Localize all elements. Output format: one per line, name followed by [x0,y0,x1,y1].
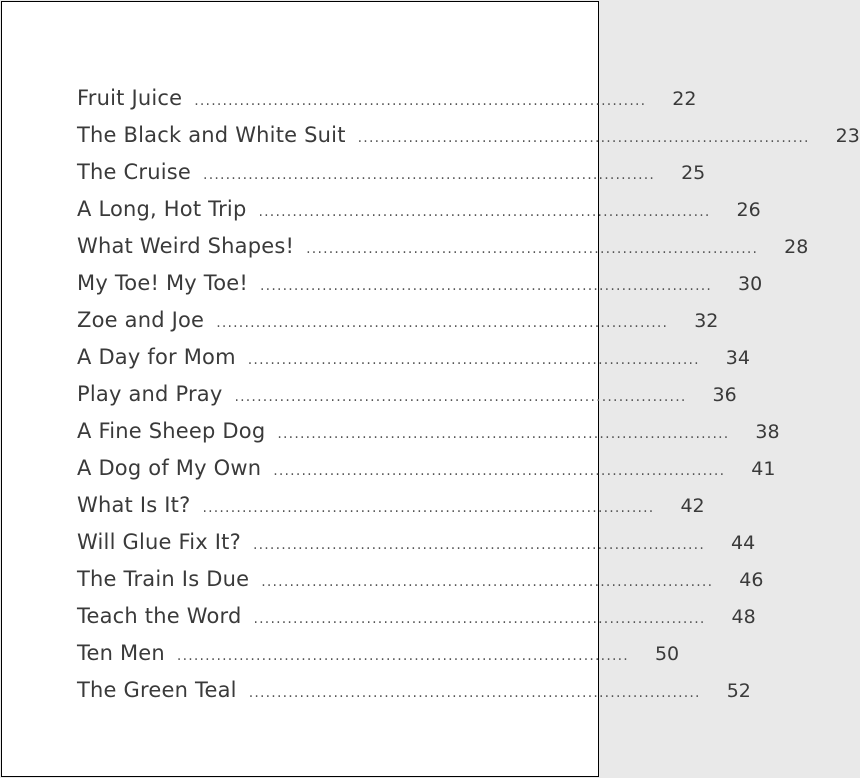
toc-entry [77,343,750,380]
dot-leader: ................................................................................ [216,315,669,331]
toc-entry [77,306,719,343]
toc-entry-title: What Weird Shapes! [77,234,295,258]
toc-entry-title: The Black and White Suit [77,123,346,147]
toc-entry-page-number: 30 [738,273,763,295]
toc-entry-title: The Cruise [77,160,192,184]
dot-leader: ................................................................................ [247,352,700,368]
toc-entry-title: Ten Men [77,641,165,665]
toc-entry-page-number: 38 [755,421,780,443]
toc-entry [77,528,756,565]
toc-entry [77,417,780,454]
toc-entry-title: The Green Teal [77,678,237,702]
toc-entry-page-number: 41 [751,458,776,480]
dot-leader: ................................................................................ [260,278,713,294]
dot-leader: ................................................................................ [306,241,759,257]
toc-entry-title: Zoe and Joe [77,308,205,332]
toc-entry-page-number: 23 [835,125,860,147]
dot-leader: ................................................................................ [248,685,701,701]
toc-entry-page-number: 25 [681,162,706,184]
dot-leader: ................................................................................ [277,426,730,442]
toc-entry-title: A Fine Sheep Dog [77,419,266,443]
toc-entry-title: The Train Is Due [77,567,250,591]
toc-entry-page-number: 46 [739,569,764,591]
dot-leader: ................................................................................ [273,463,726,479]
dot-leader: ................................................................................ [253,611,706,627]
dot-leader: ................................................................................ [203,167,656,183]
toc-entry [77,639,680,676]
dot-leader: ................................................................................ [357,130,810,146]
toc-entry [77,676,751,713]
toc-entry [77,380,737,417]
toc-entry [77,158,706,195]
toc-entry-page-number: 50 [654,643,680,665]
toc-entry-title: My Toe! My Toe! [77,271,249,295]
toc-entry-page-number: 28 [784,236,809,258]
dot-leader: ................................................................................ [194,93,647,109]
toc-entry [77,454,776,491]
toc-entry-title: A Long, Hot Trip [77,197,247,221]
toc-entry [77,121,860,158]
toc-entry [77,232,809,269]
toc-entry-title: Play and Pray [77,382,223,406]
toc-entry-title: Fruit Juice [77,86,183,110]
dot-leader: ................................................................................ [252,537,705,553]
toc-entry-title: Teach the Word [77,604,242,628]
toc-entry [77,491,705,528]
toc-entry-page-number: 34 [725,347,750,369]
dot-leader: ................................................................................ [258,204,711,220]
toc-entry-page-number: 22 [672,88,697,110]
toc-entry-title: A Day for Mom [77,345,236,369]
toc-entry [77,602,756,639]
toc-entry-page-number: 26 [736,199,761,221]
toc-entry-page-number: 52 [726,680,751,702]
dot-leader: ................................................................................ [202,500,655,516]
table-of-contents [77,84,860,713]
toc-entry-page-number: 36 [712,384,737,406]
dot-leader: ................................................................................ [234,389,687,405]
toc-entry [77,84,697,121]
toc-entry-page-number: 42 [680,495,705,517]
toc-entry-title: A Dog of My Own [77,456,262,480]
toc-entry-title: Will Glue Fix It? [77,530,241,554]
page [1,1,860,777]
toc-entry-page-number: 48 [731,606,756,628]
toc-entry-page-number: 32 [694,310,719,332]
dot-leader: ................................................................................ [261,574,714,590]
toc-entry [77,195,761,232]
toc-entry [77,269,763,306]
dot-leader: ................................................................................ [176,648,629,664]
toc-entry-page-number: 44 [730,532,756,554]
toc-entry [77,565,764,602]
toc-entry-title: What Is It? [77,493,191,517]
